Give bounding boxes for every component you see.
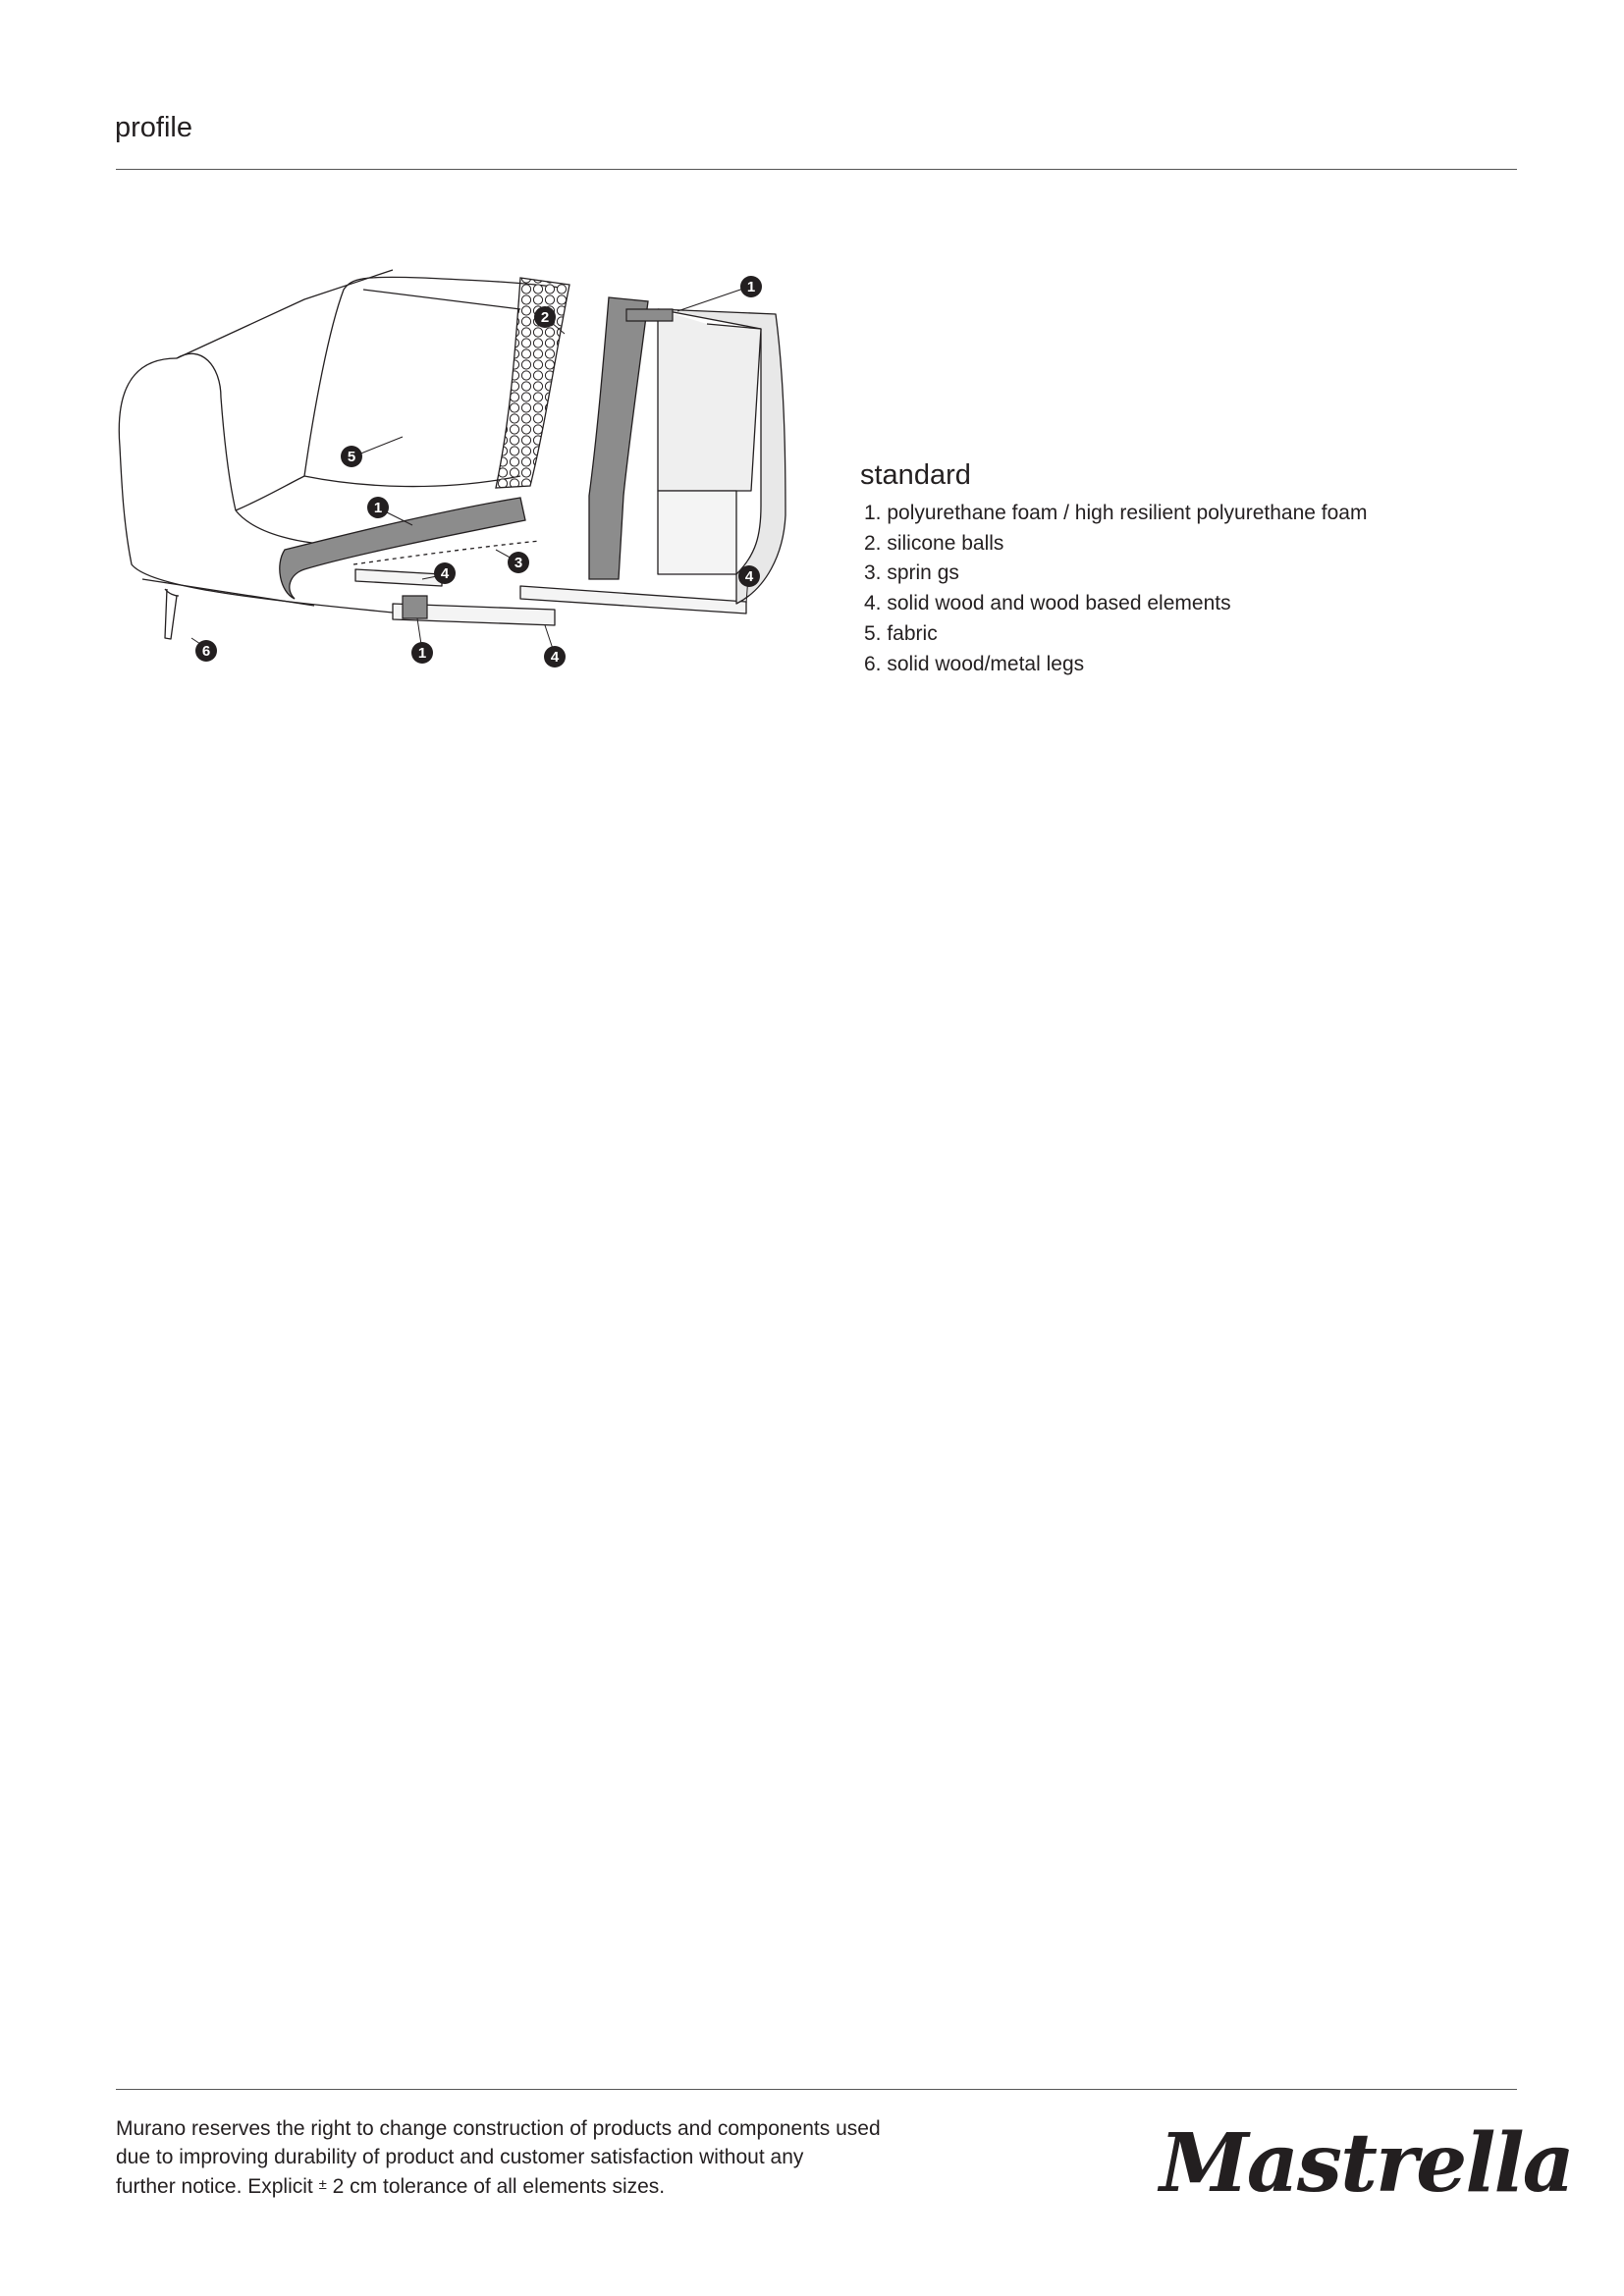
disclaimer-line bbox=[116, 2171, 1000, 2202]
svg-text:1: 1 bbox=[417, 645, 427, 662]
disclaimer-line: Murano reserves the right to change construction of products and components used bbox=[116, 2117, 881, 2140]
materials-legend bbox=[860, 459, 1367, 679]
legend-item: 6. solid wood/metal legs bbox=[864, 652, 1085, 675]
svg-text:Mastrella: Mastrella bbox=[1160, 2116, 1573, 2211]
legend-list bbox=[860, 499, 1367, 679]
top-foam bbox=[626, 309, 673, 321]
callout-4-left-rail bbox=[434, 562, 456, 584]
svg-text:1: 1 bbox=[746, 279, 756, 295]
svg-text:2: 2 bbox=[540, 309, 550, 326]
callout-1-seat-foam bbox=[367, 497, 389, 518]
legend-item: 1. polyurethane foam / high resilient polyurethane foam bbox=[864, 502, 1368, 524]
mastrella-logo bbox=[1154, 2101, 1573, 2214]
callout-4-right-rail bbox=[738, 565, 760, 587]
rail-foam bbox=[403, 596, 427, 618]
sofa-cross-section-diagram bbox=[108, 240, 825, 692]
callout-1-back-foam bbox=[740, 276, 762, 297]
svg-text:1: 1 bbox=[373, 500, 383, 516]
svg-text:4: 4 bbox=[550, 649, 560, 666]
svg-text:3: 3 bbox=[514, 555, 523, 571]
svg-text:4: 4 bbox=[440, 565, 450, 582]
header-divider bbox=[116, 169, 1517, 170]
legend-item: 2. silicone balls bbox=[864, 531, 1004, 555]
disclaimer bbox=[116, 2115, 1000, 2202]
svg-text:5: 5 bbox=[347, 449, 356, 465]
silicone-balls-layer bbox=[496, 278, 569, 488]
callout-6-leg bbox=[195, 640, 217, 662]
callout-3-springs bbox=[508, 552, 529, 573]
legend-item: 5. fabric bbox=[864, 621, 938, 645]
callout-2-silicone-balls bbox=[534, 306, 556, 328]
footer-divider bbox=[116, 2089, 1517, 2090]
disclaimer-text: 2 cm tolerance of all elements sizes. bbox=[326, 2175, 666, 2198]
sofa-leg bbox=[165, 589, 177, 639]
plus-minus-symbol: ± bbox=[318, 2176, 327, 2193]
back-foam bbox=[589, 297, 648, 579]
disclaimer-line: due to improving durability of product and customer satisfaction without any bbox=[116, 2145, 804, 2168]
svg-text:6: 6 bbox=[201, 643, 211, 660]
legend-item: 4. solid wood and wood based elements bbox=[864, 592, 1231, 615]
svg-text:4: 4 bbox=[744, 568, 754, 585]
legend-item: 3. sprin gs bbox=[864, 561, 959, 585]
callout-5-fabric bbox=[341, 446, 362, 467]
callout-4-front-rail bbox=[544, 646, 566, 667]
page-title: profile bbox=[115, 112, 192, 143]
legend-title: standard bbox=[860, 459, 971, 491]
callout-1-rail-foam bbox=[411, 642, 433, 664]
disclaimer-text: further notice. Explicit bbox=[116, 2175, 319, 2198]
